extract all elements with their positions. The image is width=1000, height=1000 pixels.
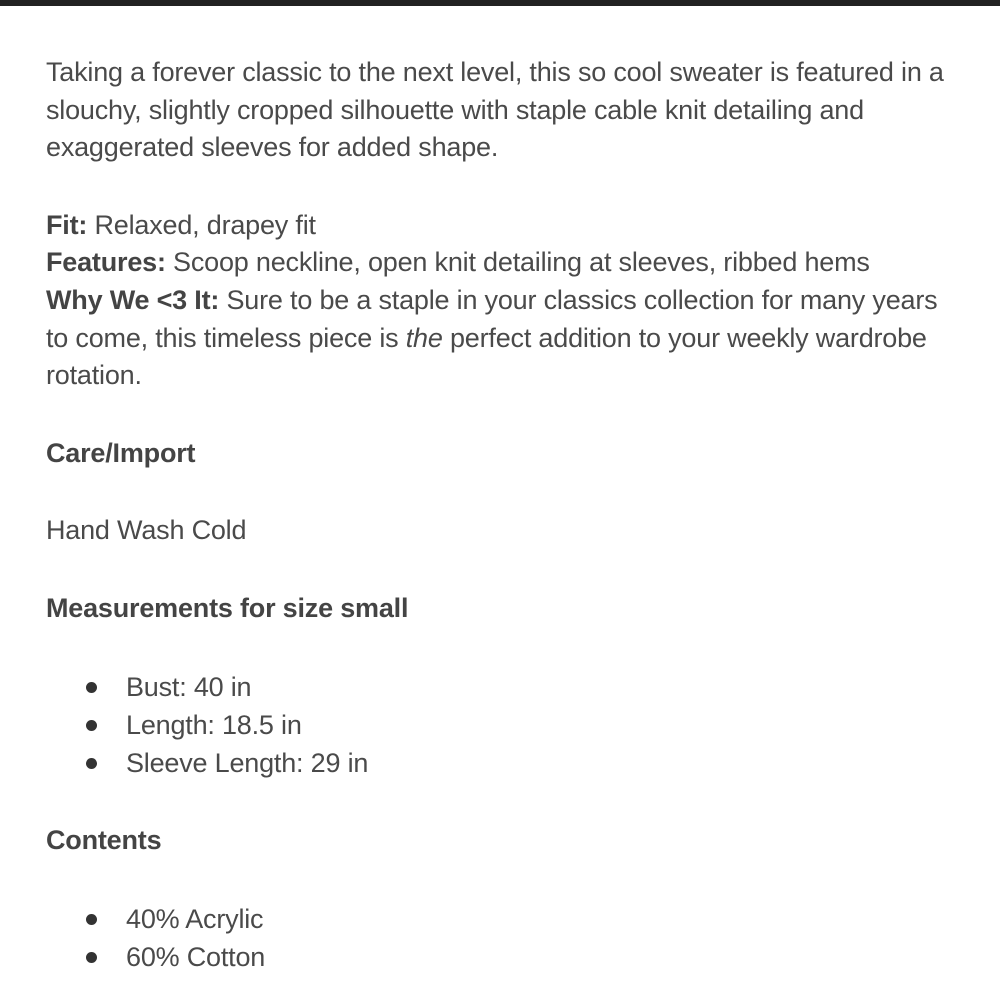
contents-heading: Contents <box>46 825 162 856</box>
contents-list <box>46 900 966 977</box>
measurement-text: Length: 18.5 in <box>126 709 302 740</box>
features-value: Scoop neckline, open knit detailing at sleeves, ribbed hems <box>165 247 870 278</box>
list-item <box>46 744 966 782</box>
fit-line <box>46 210 316 240</box>
list-item <box>46 668 966 706</box>
list-item <box>46 900 966 938</box>
details-paragraph <box>46 207 966 395</box>
measurement-text: Sleeve Length: 29 in <box>126 748 369 779</box>
bullet-icon <box>86 720 97 731</box>
bullet-icon <box>86 682 97 693</box>
content-text: 60% Cotton <box>126 942 266 973</box>
measurement-text: Bust: 40 in <box>126 671 252 702</box>
care-heading: Care/Import <box>46 437 196 468</box>
content-text: 40% Acrylic <box>126 904 264 935</box>
why-line <box>46 285 937 390</box>
fit-value: Relaxed, drapey fit <box>87 209 316 240</box>
why-value-after: perfect addition to your weekly wardrobe rotation. <box>46 322 927 391</box>
why-value-before: Sure to be a staple in your classics collection for many years to come, this timeless piece is <box>46 284 938 353</box>
list-item <box>46 706 966 744</box>
measurements-heading: Measurements for size small <box>46 592 409 623</box>
measurements-list <box>46 668 966 783</box>
why-value-emphasis: the <box>405 322 443 353</box>
fit-label: Fit: <box>46 209 88 240</box>
bullet-icon <box>86 914 97 925</box>
intro-paragraph: Taking a forever classic to the next level, this so cool sweater is featured in a slouchy, slightly cropped silhouette with staple cable knit detailing and exaggerated sleeves for added shape. <box>46 57 944 163</box>
list-item <box>46 938 966 976</box>
product-description <box>46 54 966 977</box>
bullet-icon <box>86 952 97 963</box>
spacer <box>46 167 966 207</box>
why-label: Why We <3 It: <box>46 284 220 315</box>
features-line <box>46 247 870 277</box>
care-text: Hand Wash Cold <box>46 515 247 546</box>
features-label: Features: <box>46 247 166 278</box>
bullet-icon <box>86 758 97 769</box>
top-divider-bar <box>0 0 1000 6</box>
